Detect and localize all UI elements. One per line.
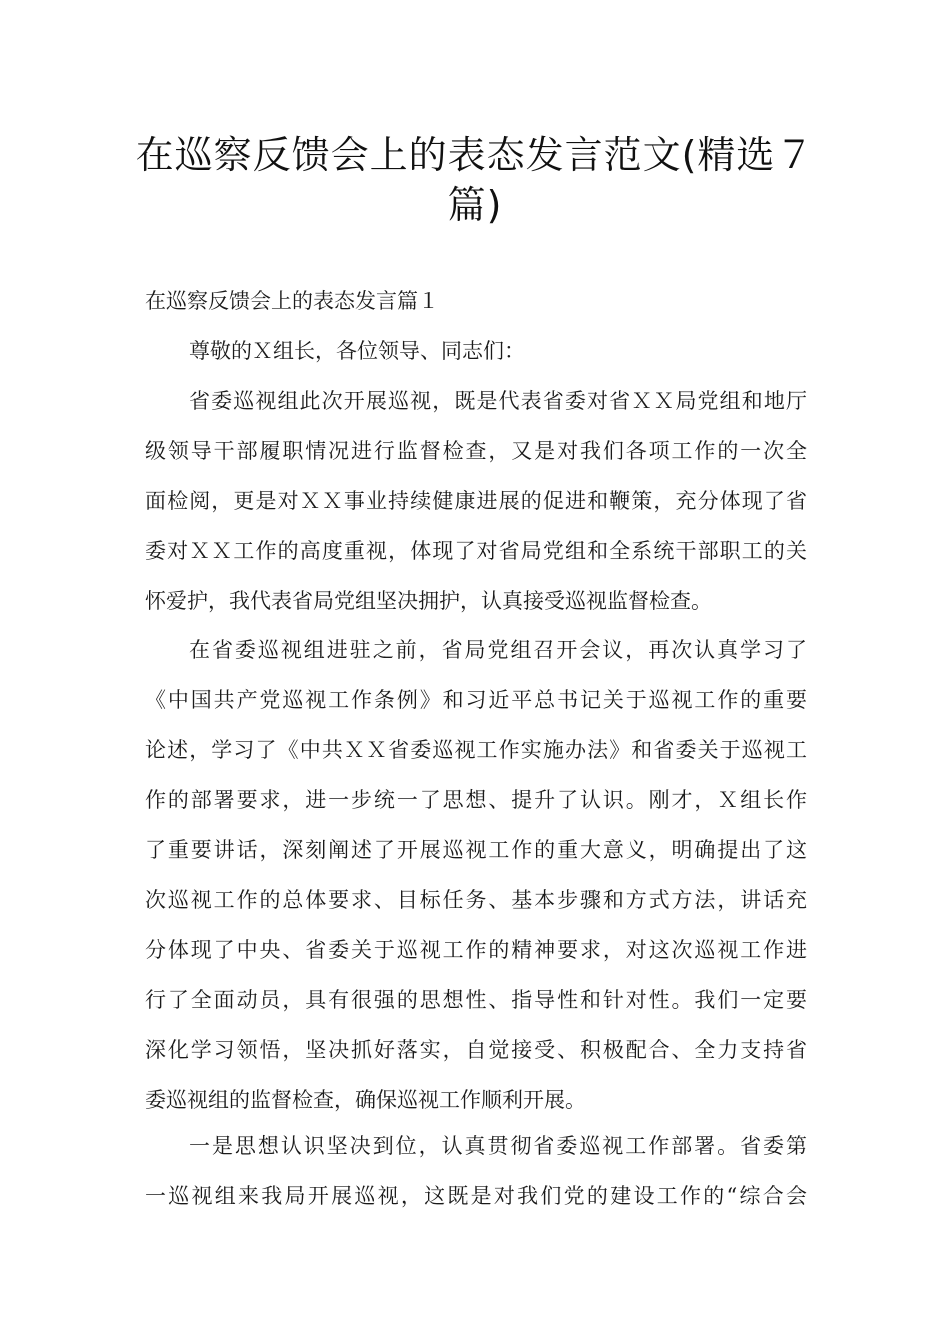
paragraph-3 [145,1121,807,1221]
paragraph-line: 行了全面动员，具有很强的思想性、指导性和针对性。我们一定要 [145,988,807,1012]
paragraph-line: 怀爱护，我代表省局党组坚决拥护，认真接受巡视监督检查。 [145,589,712,613]
title-line-1: 在巡察反馈会上的表态发言范文(精选７ [135,133,815,177]
paragraph-line: 级领导干部履职情况进行监督检查，又是对我们各项工作的一次全 [145,439,807,463]
paragraph-line: 面检阅，更是对ＸＸ事业持续健康进展的促进和鞭策，充分体现了省 [145,489,807,513]
paragraph-line: 在省委巡视组进驻之前，省局党组召开会议，再次认真学习了 [189,638,807,662]
paragraph-1 [145,376,807,626]
section-heading: 在巡察反馈会上的表态发言篇１ [145,289,439,313]
paragraph-2 [145,625,807,1125]
paragraph-line: 委对ＸＸ工作的高度重视，体现了对省局党组和全系统干部职工的关 [145,539,807,563]
paragraph-line: 省委巡视组此次开展巡视，既是代表省委对省ＸＸ局党组和地厅 [189,389,807,413]
paragraph-line: 作的部署要求，进一步统一了思想、提升了认识。刚才，Ｘ组长作 [145,788,807,812]
paragraph-line: 一巡视组来我局开展巡视，这既是对我们党的建设工作的“综合会 [145,1184,807,1208]
salutation: 尊敬的Ｘ组长，各位领导、同志们： [189,339,525,363]
paragraph-line: 一是思想认识坚决到位，认真贯彻省委巡视工作部署。省委第 [189,1134,807,1158]
salutation-block [145,326,807,376]
paragraph-line: 了重要讲话，深刻阐述了开展巡视工作的重大意义，明确提出了这 [145,838,807,862]
document-title [100,130,850,230]
title-line-2: 篇) [447,183,503,227]
paragraph-line: 《中国共产党巡视工作条例》和习近平总书记关于巡视工作的重要 [145,688,807,712]
paragraph-line: 论述，学习了《中共ＸＸ省委巡视工作实施办法》和省委关于巡视工 [145,738,807,762]
paragraph-line: 分体现了中央、省委关于巡视工作的精神要求，对这次巡视工作进 [145,938,807,962]
paragraph-line: 委巡视组的监督检查，确保巡视工作顺利开展。 [145,1088,586,1112]
paragraph-line: 次巡视工作的总体要求、目标任务、基本步骤和方式方法，讲话充 [145,888,807,912]
paragraph-line: 深化学习领悟，坚决抓好落实，自觉接受、积极配合、全力支持省 [145,1038,807,1062]
